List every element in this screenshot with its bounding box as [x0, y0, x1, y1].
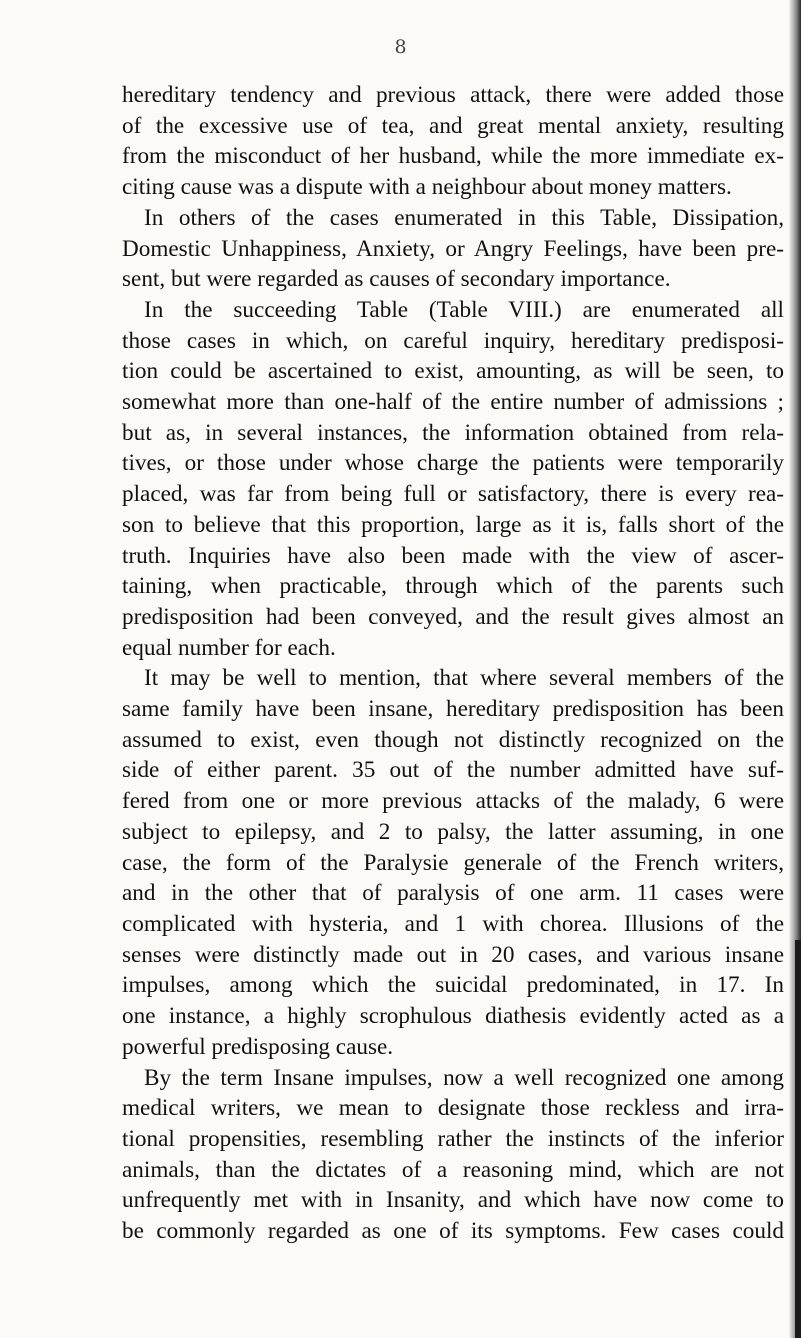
- text-line: of the excessive use of tea, and great mental anxiety, resulting: [122, 112, 784, 139]
- text-line: from the misconduct of her husband, while the more immediate ex-: [122, 143, 784, 170]
- text-line: It may be well to mention, that where several members of the: [144, 665, 784, 692]
- text-line: fered from one or more previous attacks of the malady, 6 were: [122, 788, 784, 815]
- text-line: those cases in which, on careful inquiry, hereditary predisposi-: [122, 327, 784, 354]
- text-line: hereditary tendency and previous attack, there were added those: [122, 82, 784, 108]
- text-line: tional propensities, resembling rather the instincts of the inferior: [122, 1125, 784, 1152]
- text-line: tives, or those under whose charge the patients were temporarily: [122, 450, 784, 477]
- body-text: [122, 80, 784, 1247]
- text-line: truth. Inquiries have also been made with the view of ascer-: [122, 542, 784, 569]
- text-line: somewhat more than one-half of the entire number of admissions ;: [122, 389, 784, 416]
- text-line: Domestic Unhappiness, Anxiety, or Angry Feelings, have been pre-: [122, 235, 784, 262]
- text-line: predisposition had been conveyed, and the result gives almost an: [122, 603, 784, 630]
- text-line: same family have been insane, hereditary predisposition has been: [122, 696, 784, 723]
- text-line: taining, when practicable, through which of the parents such: [122, 573, 784, 600]
- text-line: unfrequently met with in Insanity, and which have now come to: [122, 1187, 784, 1214]
- text-line: impulses, among which the suicidal predominated, in 17. In: [122, 972, 784, 999]
- text-line: powerful predisposing cause.: [122, 1033, 394, 1060]
- text-line: and in the other that of paralysis of one arm. 11 cases were: [122, 880, 784, 907]
- text-line: animals, than the dictates of a reasoning mind, which are not: [122, 1156, 784, 1183]
- text-line: citing cause was a dispute with a neighbour about money matters.: [122, 174, 732, 201]
- text-line: but as, in several instances, the information obtained from rela-: [122, 419, 784, 446]
- page-number: 8: [394, 36, 407, 58]
- text-line: placed, was far from being full or satisfactory, there is every rea-: [122, 481, 784, 508]
- text-line: subject to epilepsy, and 2 to palsy, the latter assuming, in one: [122, 818, 784, 845]
- text-line: case, the form of the Paralysie generale of the French writers,: [122, 849, 784, 876]
- text-line: In others of the cases enumerated in this Table, Dissipation,: [144, 204, 784, 231]
- text-line: sent, but were regarded as causes of secondary importance.: [122, 266, 671, 293]
- page-edge-dark: [795, 940, 801, 1338]
- text-line: In the succeeding Table (Table VIII.) are enumerated all: [144, 296, 784, 323]
- text-line: side of either parent. 35 out of the number admitted have suf-: [122, 757, 784, 784]
- text-line: assumed to exist, even though not distinctly recognized on the: [122, 726, 784, 753]
- text-line: one instance, a highly scrophulous diathesis evidently acted as a: [122, 1003, 784, 1030]
- text-line: be commonly regarded as one of its symptoms. Few cases could: [122, 1218, 784, 1245]
- text-line: By the term Insane impulses, now a well recognized one among: [144, 1064, 784, 1091]
- text-line: senses were distinctly made out in 20 cases, and various insane: [122, 941, 784, 968]
- text-line: son to believe that this proportion, large as it is, falls short of the: [122, 511, 784, 538]
- text-line: medical writers, we mean to designate those reckless and irra-: [122, 1095, 784, 1122]
- text-line: tion could be ascertained to exist, amounting, as will be seen, to: [122, 358, 784, 385]
- text-line: complicated with hysteria, and 1 with chorea. Illusions of the: [122, 910, 784, 937]
- text-line: equal number for each.: [122, 634, 336, 661]
